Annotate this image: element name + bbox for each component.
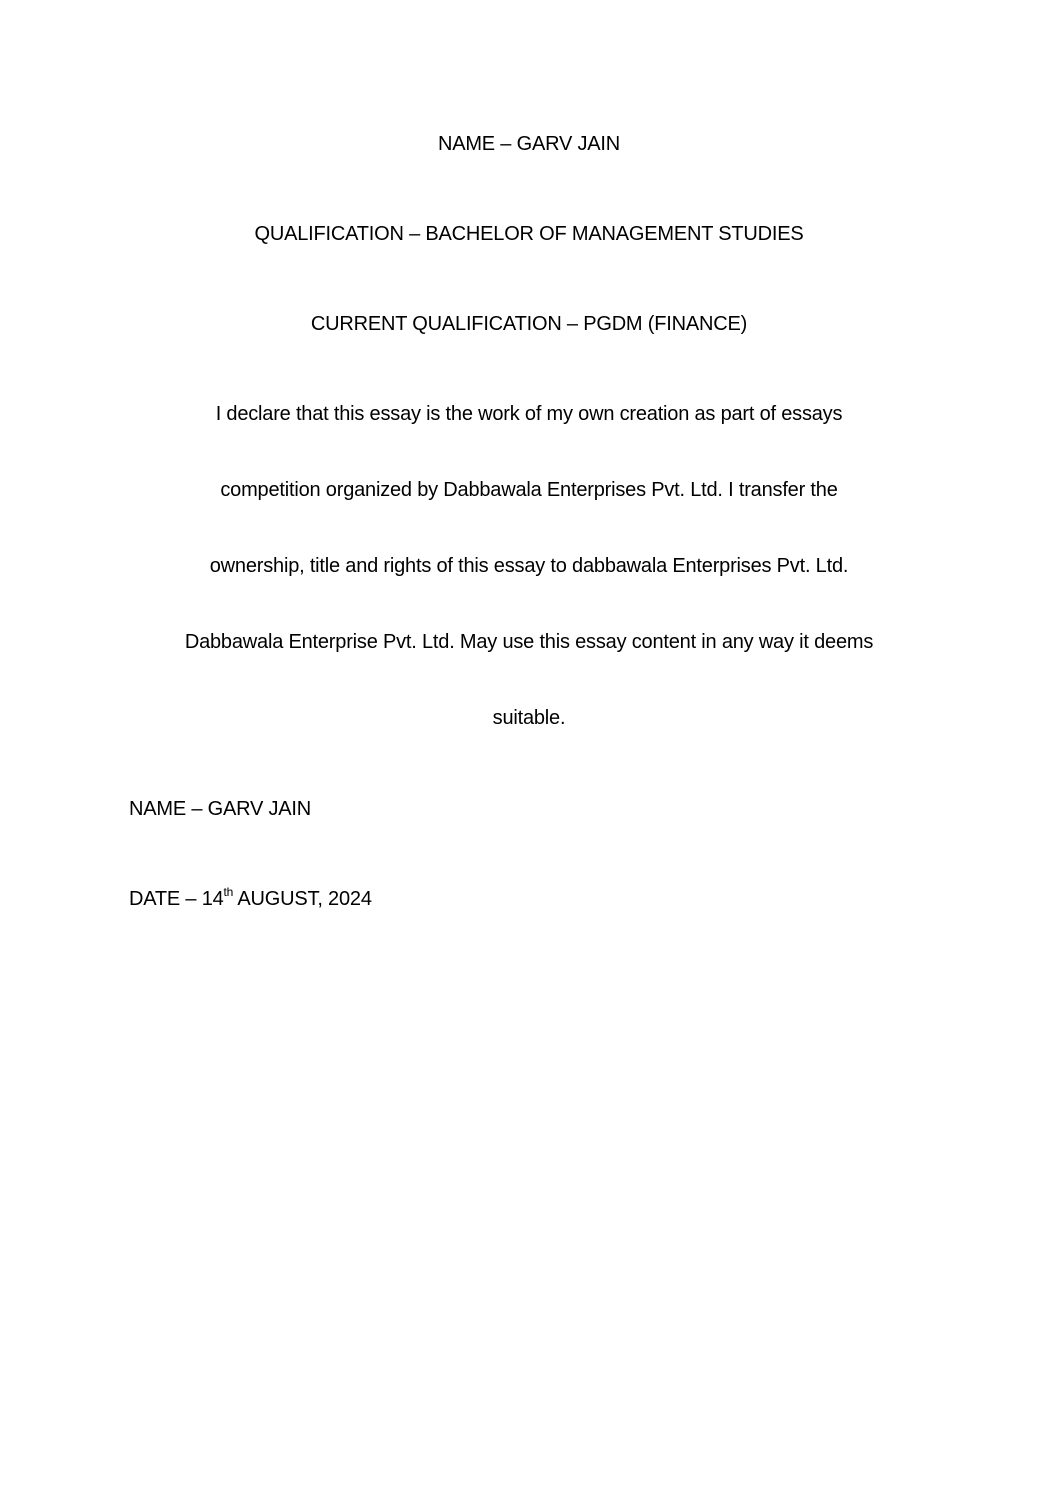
declaration-line-5: suitable. xyxy=(492,707,566,729)
date-ordinal-suffix: th xyxy=(223,885,234,900)
header-current-qualification: CURRENT QUALIFICATION – PGDM (FINANCE) xyxy=(310,313,748,335)
date-prefix: DATE – 14 xyxy=(129,888,224,910)
header-name: NAME – GARV JAIN xyxy=(437,133,621,155)
signature-date xyxy=(129,887,372,911)
declaration-line-3: ownership, title and rights of this essay to dabbawala Enterprises Pvt. Ltd. xyxy=(209,555,849,577)
signature-name: NAME – GARV JAIN xyxy=(129,798,312,820)
declaration-line-1: I declare that this essay is the work of my own creation as part of essays xyxy=(215,403,843,425)
declaration-line-4: Dabbawala Enterprise Pvt. Ltd. May use this essay content in any way it deems xyxy=(184,631,874,653)
declaration-line-2: competition organized by Dabbawala Enterprises Pvt. Ltd. I transfer the xyxy=(220,479,838,501)
date-rest: AUGUST, 2024 xyxy=(233,888,372,910)
header-qualification: QUALIFICATION – BACHELOR OF MANAGEMENT STUDIES xyxy=(254,223,804,245)
